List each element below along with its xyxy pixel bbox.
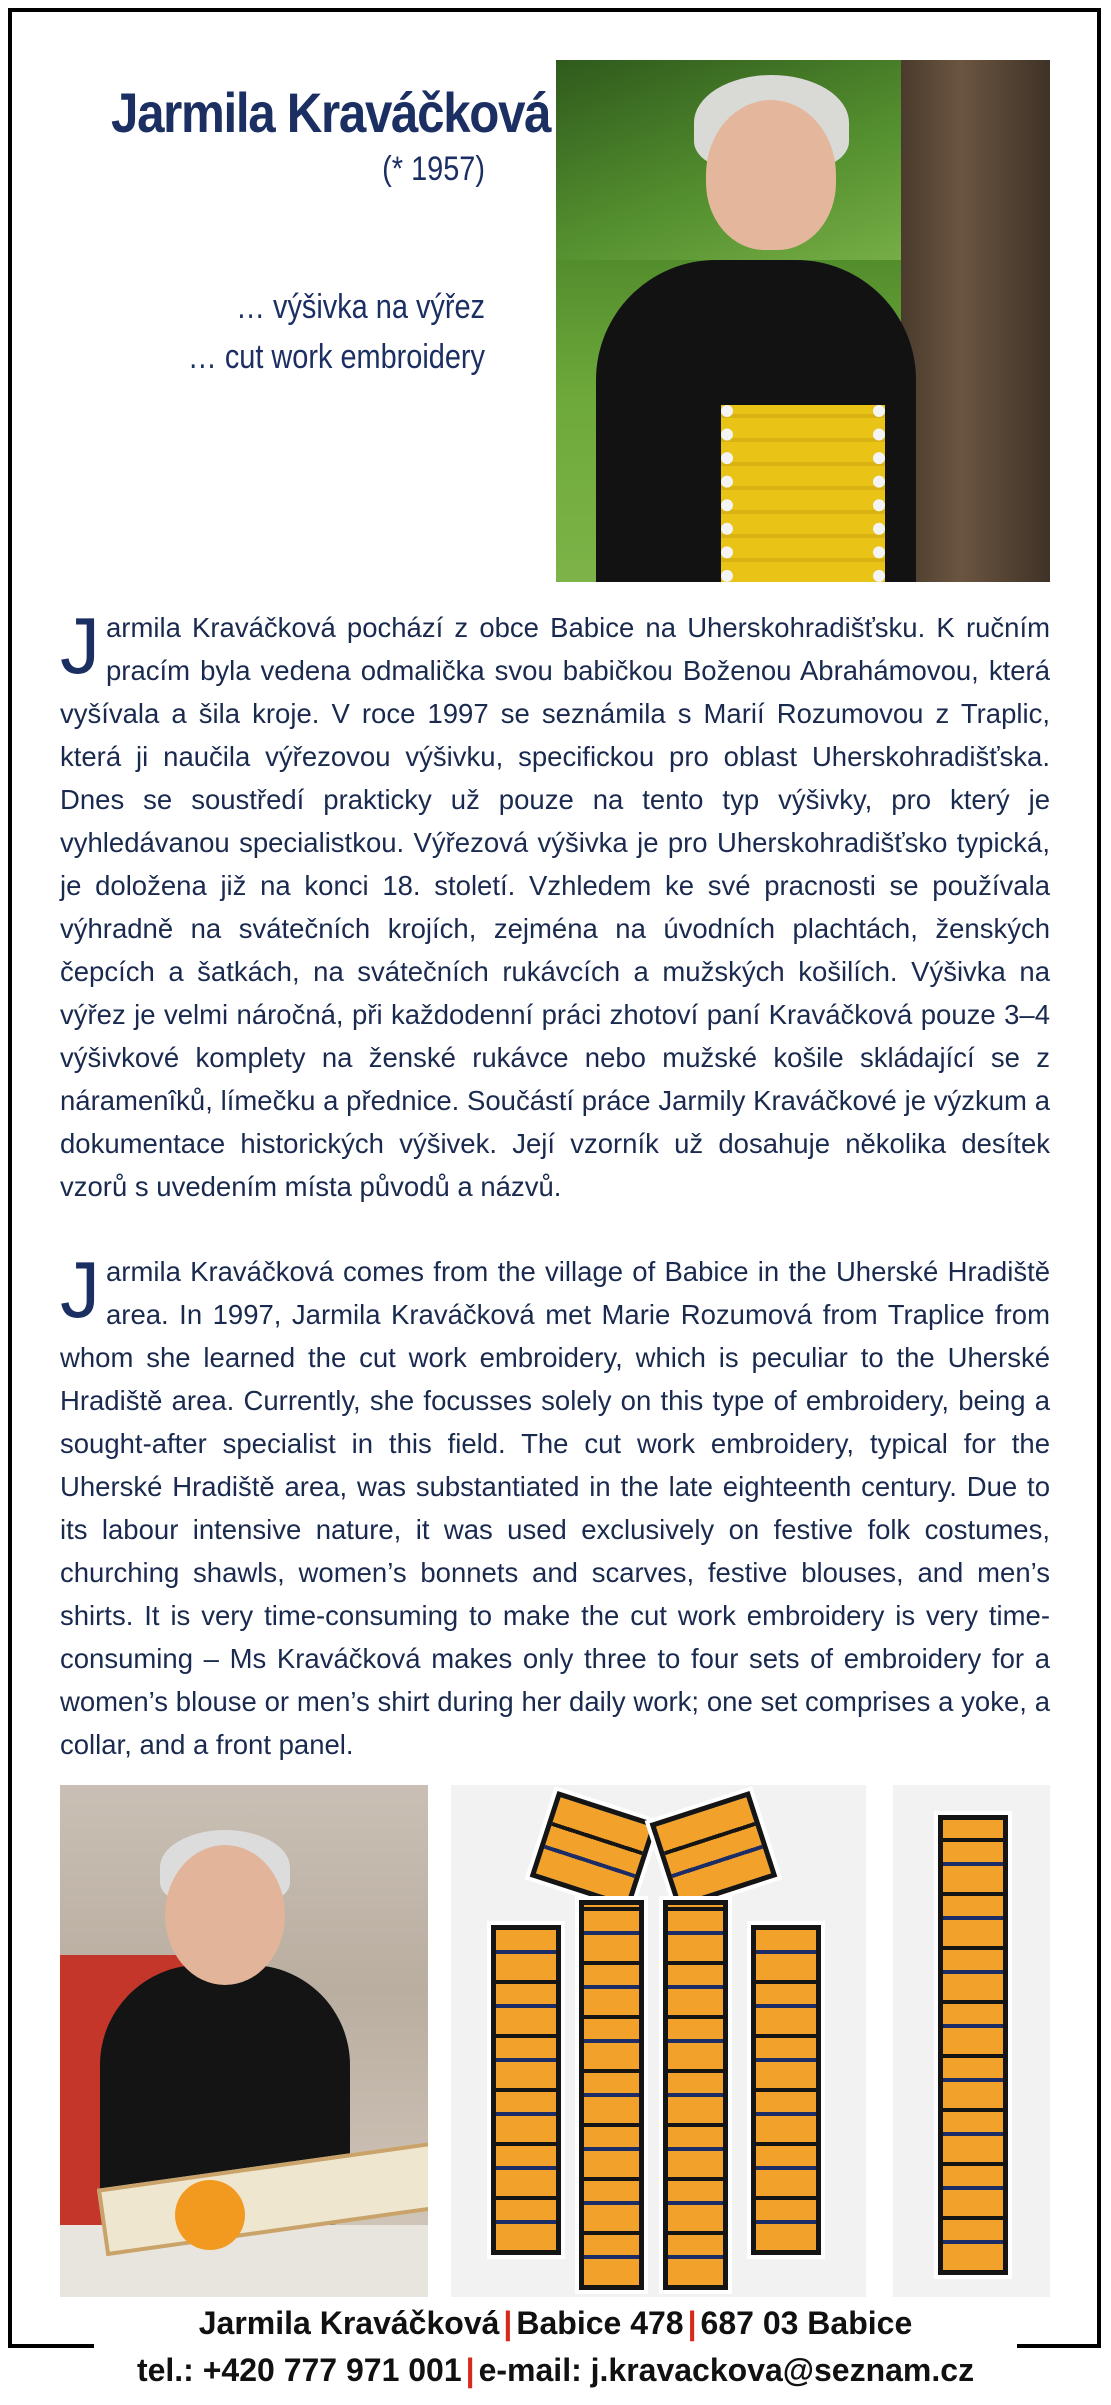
collar-piece-left — [530, 1791, 658, 1909]
front-panel-left — [579, 1900, 644, 2290]
embroiderer-face — [165, 1845, 285, 1985]
shoulder-piece-left — [491, 1925, 561, 2255]
paragraph-czech — [60, 601, 1050, 1208]
contact-phone: tel.: +420 777 971 001 — [136, 2352, 462, 2388]
portrait-face — [706, 100, 836, 250]
dropcap-czech: J — [60, 601, 100, 690]
birth-year: (* 1957) — [382, 150, 485, 188]
frame-bottom-right-border — [1017, 2344, 1101, 2348]
dropcap-english: J — [60, 1245, 100, 1334]
orange-pincushion — [175, 2180, 245, 2250]
contact-city: 687 03 Babice — [700, 2305, 913, 2341]
shoulder-piece-right — [751, 1925, 821, 2255]
paragraph-czech-text: armila Kraváčková pochází z obce Babice na Uherskohradišťsku. K ručním pracím byla vedena odmalička svou babičkou Boženou Abrahámovou, která vyšívala a šila kroje. V roce 1997 se seznámila s Marií Rozumovou z Traplic, která ji naučila výřezovou výšivku, specifickou pro oblast Uherskohradišťska. Dnes se soustředí prakticky už pouze na tento typ výšivky, pro který je vyhledávanou specialistkou. Výřezová výšivka je pro Uherskohradišťsko typická, je doložena již na konci 18. století. Vzhledem ke své pracnosti se používala výhradně na svátečních krojích, zejména na úvodních plachtách, ženských čepcích a šatkách, na svátečních rukávcích a mužských košilích. Výšivka na výřez je velmi náročná, při každodenní práci zhotoví paní Kraváčková pouze 3–4 výšivkové komplety na ženské rukávce nebo mužské košile skládající se z náramenîků, límečku a přednice. Součástí práce Jarmily Kraváčkové je výzkum a dokumentace historických výšivek. Její vzorník už dosahuje několika desítek vzorů s uvedením místa původů a názvů. — [60, 612, 1050, 1202]
photo-embroidery-set — [451, 1785, 866, 2297]
portrait-photo — [556, 60, 1050, 582]
tagline-czech: … výšivka na výřez — [236, 288, 485, 326]
frame-bottom-left-border — [8, 2344, 94, 2348]
frame-right-border — [1097, 8, 1101, 2348]
contact-email: e-mail: j.kravackova@seznam.cz — [478, 2352, 975, 2388]
portrait-tree-trunk — [901, 60, 1050, 582]
separator: | — [687, 2305, 697, 2341]
front-panel-right — [663, 1900, 728, 2290]
collar-piece-right — [650, 1791, 778, 1909]
contact-address: Babice 478 — [516, 2305, 684, 2341]
separator: | — [503, 2305, 513, 2341]
embroidery-band — [938, 1815, 1008, 2275]
separator: | — [465, 2352, 475, 2388]
paragraph-english-text: armila Kraváčková comes from the village of Babice in the Uherské Hradiště area. In 1997, Jarmila Kraváčková met Marie Rozumová from Traplice from whom she learned the cut work embroidery, which is peculiar to the Uherské Hradiště area. Currently, she focusses solely on this type of embroidery, being a sought-after specialist in this field. The cut work embroidery, typical for the Uherské Hradiště area, was substantiated in the late eighteenth century. Due to its labour intensive nature, it was used exclusively on festive folk costumes, churching shawls, women’s bonnets and scarves, festive blouses, and men’s shirts. It is very time-consuming to make the cut work embroidery is very time-consuming – Ms Kraváčková makes only three to four sets of embroidery for a women’s blouse or men’s shirt during her daily work; one set comprises a yoke, a collar, and a front panel. — [60, 1256, 1050, 1760]
contact-name: Jarmila Kraváčková — [198, 2305, 500, 2341]
tagline-english: … cut work embroidery — [187, 338, 485, 376]
frame-top-border — [8, 8, 1101, 12]
paragraph-english — [60, 1245, 1050, 1766]
frame-left-border — [8, 8, 12, 2348]
contact-line-address — [0, 2305, 1111, 2342]
photo-embroidery-strip — [893, 1785, 1050, 2297]
photo-embroidering — [60, 1785, 428, 2297]
artisan-name: Jarmila Kraváčková — [111, 81, 551, 144]
contact-line-phone-email — [0, 2352, 1111, 2389]
portrait-embroidered-cloth — [721, 405, 885, 582]
